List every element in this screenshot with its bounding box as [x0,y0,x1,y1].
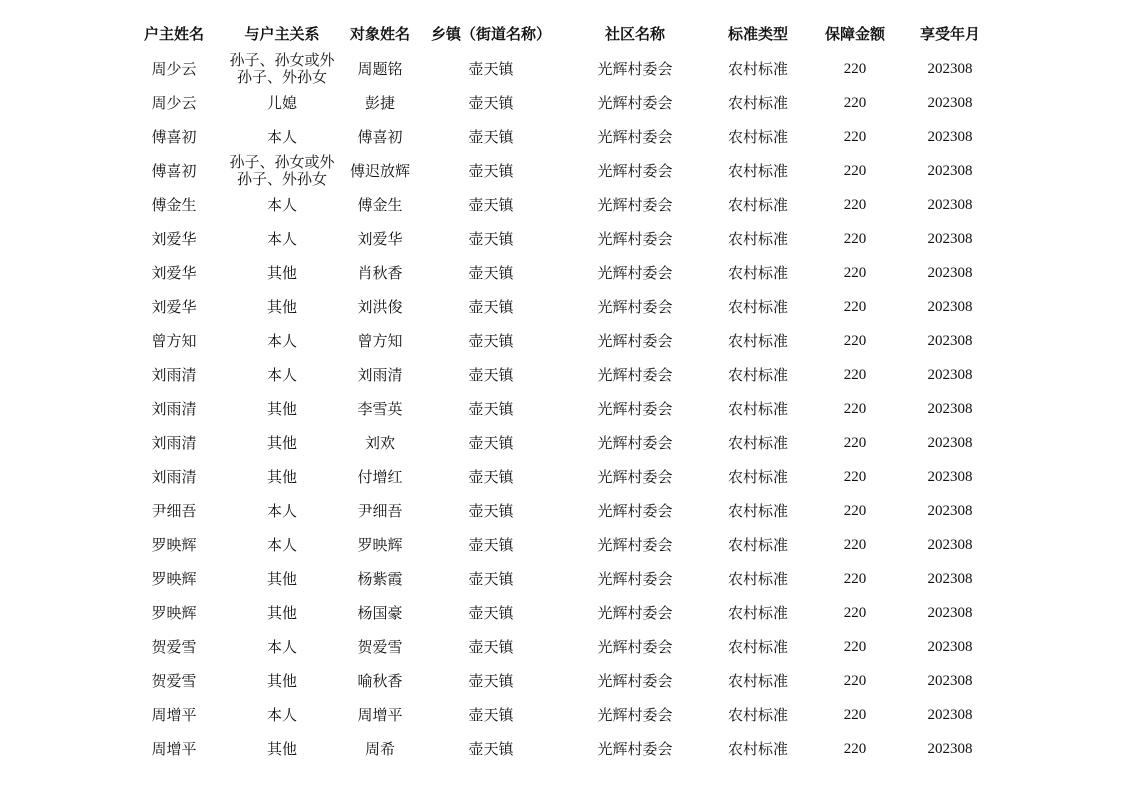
householder-cell: 曾方知 [151,332,197,350]
town-cell: 壶天镇 [468,332,514,350]
relationship-cell: 其他 [266,468,297,486]
standard-type-cell: 农村标准 [727,400,788,418]
householder-cell: 刘雨清 [151,366,197,384]
table-row [0,494,1122,528]
table-row [0,324,1122,358]
relationship-cell: 其他 [266,434,297,452]
column-header-standard-type: 标准类型 [727,25,788,43]
recipient-cell: 傅迟放辉 [349,162,410,180]
community-cell: 光辉村委会 [597,400,673,418]
amount-cell: 220 [843,197,867,213]
amount-cell: 220 [843,503,867,519]
amount-cell: 220 [843,707,867,723]
householder-cell: 尹细吾 [151,502,197,520]
recipient-cell: 刘雨清 [357,366,403,384]
recipient-cell: 周增平 [357,706,403,724]
table-row [0,664,1122,698]
relationship-cell: 本人 [266,128,297,146]
amount-cell: 220 [843,605,867,621]
householder-cell: 傅喜初 [151,128,197,146]
community-cell: 光辉村委会 [597,94,673,112]
community-cell: 光辉村委会 [597,604,673,622]
town-cell: 壶天镇 [468,638,514,656]
month-cell: 202308 [927,197,973,213]
householder-cell: 刘爱华 [151,298,197,316]
householder-cell: 刘雨清 [151,468,197,486]
recipient-cell: 罗映辉 [357,536,403,554]
town-cell: 壶天镇 [468,196,514,214]
amount-cell: 220 [843,537,867,553]
amount-cell: 220 [843,163,867,179]
town-cell: 壶天镇 [468,502,514,520]
householder-cell: 罗映辉 [151,570,197,588]
community-cell: 光辉村委会 [597,298,673,316]
relationship-cell: 本人 [266,366,297,384]
community-cell: 光辉村委会 [597,264,673,282]
relationship-cell: 孙子、孙女或外孙子、外孙女 [229,154,335,188]
column-header-householder: 户主姓名 [143,25,204,43]
month-cell: 202308 [927,95,973,111]
standard-type-cell: 农村标准 [727,366,788,384]
relationship-cell: 其他 [266,672,297,690]
community-cell: 光辉村委会 [597,672,673,690]
town-cell: 壶天镇 [468,162,514,180]
table-row [0,528,1122,562]
town-cell: 壶天镇 [468,468,514,486]
community-cell: 光辉村委会 [597,740,673,758]
town-cell: 壶天镇 [468,128,514,146]
table-row [0,426,1122,460]
recipient-cell: 彭捷 [364,94,395,112]
recipient-cell: 刘洪俊 [357,298,403,316]
standard-type-cell: 农村标准 [727,298,788,316]
standard-type-cell: 农村标准 [727,740,788,758]
table-row [0,120,1122,154]
recipient-cell: 杨国豪 [357,604,403,622]
town-cell: 壶天镇 [468,740,514,758]
householder-cell: 刘雨清 [151,434,197,452]
town-cell: 壶天镇 [468,264,514,282]
amount-cell: 220 [843,95,867,111]
amount-cell: 220 [843,367,867,383]
community-cell: 光辉村委会 [597,706,673,724]
community-cell: 光辉村委会 [597,638,673,656]
table-row [0,596,1122,630]
recipient-cell: 尹细吾 [357,502,403,520]
relationship-cell: 其他 [266,604,297,622]
month-cell: 202308 [927,469,973,485]
month-cell: 202308 [927,265,973,281]
standard-type-cell: 农村标准 [727,196,788,214]
town-cell: 壶天镇 [468,230,514,248]
town-cell: 壶天镇 [468,672,514,690]
amount-cell: 220 [843,673,867,689]
community-cell: 光辉村委会 [597,128,673,146]
standard-type-cell: 农村标准 [727,706,788,724]
householder-cell: 周少云 [151,60,197,78]
table-row [0,732,1122,766]
standard-type-cell: 农村标准 [727,604,788,622]
householder-cell: 周增平 [151,706,197,724]
month-cell: 202308 [927,707,973,723]
standard-type-cell: 农村标准 [727,434,788,452]
column-header-relationship: 与户主关系 [244,25,320,43]
relationship-cell: 孙子、孙女或外孙子、外孙女 [229,52,335,86]
relationship-cell: 其他 [266,298,297,316]
amount-cell: 220 [843,265,867,281]
amount-cell: 220 [843,401,867,417]
table-row [0,392,1122,426]
relationship-cell: 本人 [266,332,297,350]
table-row [0,698,1122,732]
community-cell: 光辉村委会 [597,162,673,180]
town-cell: 壶天镇 [468,400,514,418]
relationship-cell: 本人 [266,502,297,520]
community-cell: 光辉村委会 [597,468,673,486]
table-row [0,52,1122,86]
town-cell: 壶天镇 [468,366,514,384]
town-cell: 壶天镇 [468,298,514,316]
table-row [0,86,1122,120]
community-cell: 光辉村委会 [597,434,673,452]
town-cell: 壶天镇 [468,570,514,588]
month-cell: 202308 [927,61,973,77]
table-row [0,188,1122,222]
standard-type-cell: 农村标准 [727,264,788,282]
standard-type-cell: 农村标准 [727,332,788,350]
community-cell: 光辉村委会 [597,570,673,588]
month-cell: 202308 [927,605,973,621]
relationship-cell: 其他 [266,400,297,418]
town-cell: 壶天镇 [468,604,514,622]
householder-cell: 罗映辉 [151,604,197,622]
month-cell: 202308 [927,333,973,349]
month-cell: 202308 [927,299,973,315]
standard-type-cell: 农村标准 [727,536,788,554]
standard-type-cell: 农村标准 [727,672,788,690]
community-cell: 光辉村委会 [597,196,673,214]
recipient-cell: 曾方知 [357,332,403,350]
amount-cell: 220 [843,571,867,587]
community-cell: 光辉村委会 [597,230,673,248]
householder-cell: 傅金生 [151,196,197,214]
relationship-cell: 本人 [266,196,297,214]
month-cell: 202308 [927,571,973,587]
householder-cell: 刘雨清 [151,400,197,418]
month-cell: 202308 [927,367,973,383]
recipient-cell: 肖秋香 [357,264,403,282]
relationship-cell: 本人 [266,536,297,554]
month-cell: 202308 [927,231,973,247]
amount-cell: 220 [843,129,867,145]
amount-cell: 220 [843,741,867,757]
town-cell: 壶天镇 [468,536,514,554]
standard-type-cell: 农村标准 [727,502,788,520]
table-row [0,630,1122,664]
householder-cell: 贺爱雪 [151,638,197,656]
community-cell: 光辉村委会 [597,502,673,520]
community-cell: 光辉村委会 [597,60,673,78]
community-cell: 光辉村委会 [597,366,673,384]
table-row [0,256,1122,290]
amount-cell: 220 [843,61,867,77]
month-cell: 202308 [927,129,973,145]
recipient-cell: 喻秋香 [357,672,403,690]
table-row [0,154,1122,188]
recipient-cell: 刘欢 [364,434,395,452]
town-cell: 壶天镇 [468,706,514,724]
amount-cell: 220 [843,639,867,655]
householder-cell: 罗映辉 [151,536,197,554]
community-cell: 光辉村委会 [597,536,673,554]
month-cell: 202308 [927,163,973,179]
recipient-cell: 傅金生 [357,196,403,214]
standard-type-cell: 农村标准 [727,230,788,248]
householder-cell: 周增平 [151,740,197,758]
recipient-cell: 刘爱华 [357,230,403,248]
standard-type-cell: 农村标准 [727,128,788,146]
month-cell: 202308 [927,639,973,655]
table-row [0,562,1122,596]
relationship-cell: 儿媳 [266,94,297,112]
standard-type-cell: 农村标准 [727,638,788,656]
town-cell: 壶天镇 [468,94,514,112]
month-cell: 202308 [927,537,973,553]
standard-type-cell: 农村标准 [727,570,788,588]
community-cell: 光辉村委会 [597,332,673,350]
column-header-recipient: 对象姓名 [349,25,410,43]
column-header-month: 享受年月 [919,25,980,43]
recipient-cell: 周希 [364,740,395,758]
standard-type-cell: 农村标准 [727,468,788,486]
table-row [0,290,1122,324]
table-row [0,222,1122,256]
amount-cell: 220 [843,299,867,315]
recipient-cell: 李雪英 [357,400,403,418]
amount-cell: 220 [843,469,867,485]
relationship-cell: 本人 [266,706,297,724]
town-cell: 壶天镇 [468,434,514,452]
amount-cell: 220 [843,231,867,247]
column-header-community: 社区名称 [604,25,665,43]
recipient-cell: 付增红 [357,468,403,486]
relationship-cell: 本人 [266,638,297,656]
householder-cell: 刘爱华 [151,264,197,282]
recipient-cell: 傅喜初 [357,128,403,146]
standard-type-cell: 农村标准 [727,60,788,78]
householder-cell: 刘爱华 [151,230,197,248]
standard-type-cell: 农村标准 [727,162,788,180]
recipient-cell: 杨紫霞 [357,570,403,588]
relationship-cell: 本人 [266,230,297,248]
recipient-cell: 周题铭 [357,60,403,78]
standard-type-cell: 农村标准 [727,94,788,112]
householder-cell: 周少云 [151,94,197,112]
column-header-amount: 保障金额 [824,25,885,43]
table-row [0,460,1122,494]
column-header-town: 乡镇（街道名称） [430,25,551,43]
month-cell: 202308 [927,741,973,757]
amount-cell: 220 [843,435,867,451]
month-cell: 202308 [927,673,973,689]
month-cell: 202308 [927,401,973,417]
relationship-cell: 其他 [266,740,297,758]
householder-cell: 贺爱雪 [151,672,197,690]
amount-cell: 220 [843,333,867,349]
table-row [0,358,1122,392]
town-cell: 壶天镇 [468,60,514,78]
relationship-cell: 其他 [266,570,297,588]
recipient-cell: 贺爱雪 [357,638,403,656]
householder-cell: 傅喜初 [151,162,197,180]
month-cell: 202308 [927,435,973,451]
relationship-cell: 其他 [266,264,297,282]
month-cell: 202308 [927,503,973,519]
